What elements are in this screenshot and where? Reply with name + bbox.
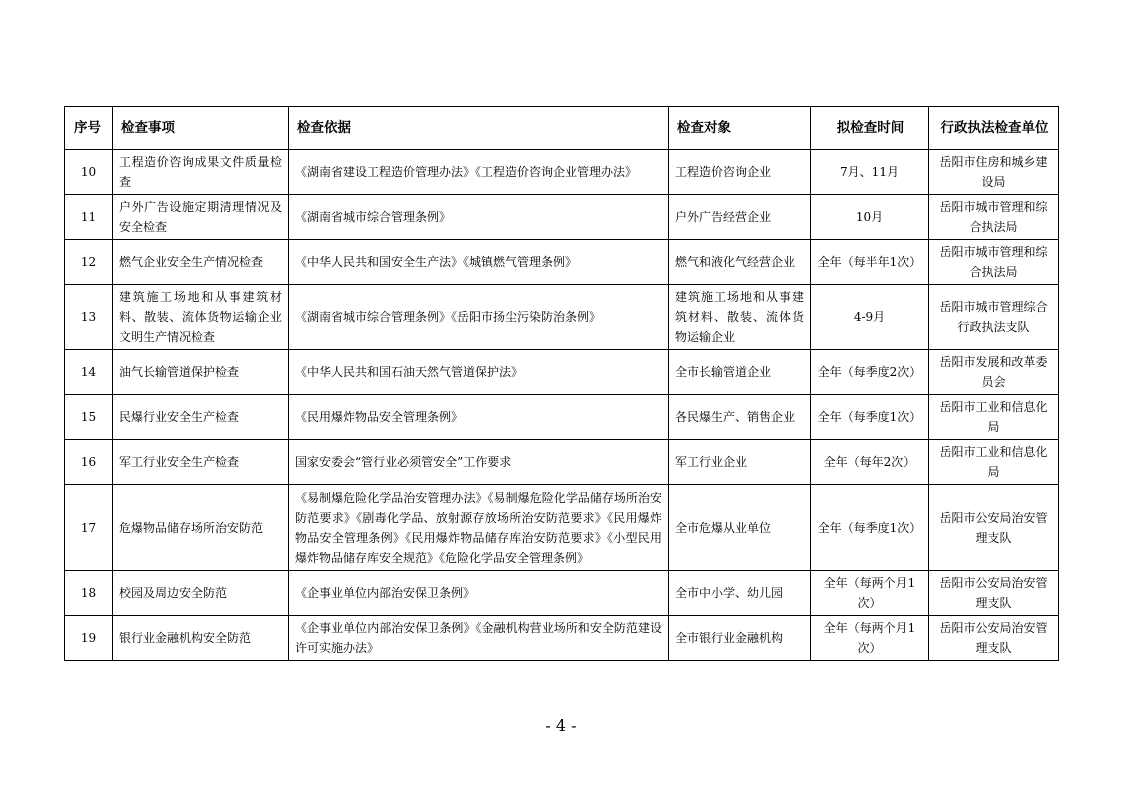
- cell-unit: 岳阳市公安局治安管理支队: [929, 485, 1059, 571]
- cell-time: 4-9月: [811, 285, 929, 350]
- cell-time: 全年（每季度2次）: [811, 350, 929, 395]
- cell-item: 工程造价咨询成果文件质量检查: [113, 150, 289, 195]
- cell-unit: 岳阳市工业和信息化局: [929, 440, 1059, 485]
- cell-item: 危爆物品储存场所治安防范: [113, 485, 289, 571]
- header-basis: 检查依据: [289, 107, 669, 150]
- cell-item: 建筑施工场地和从事建筑材料、散装、流体货物运输企业文明生产情况检查: [113, 285, 289, 350]
- table-row: [65, 240, 1059, 285]
- cell-target: 军工行业企业: [669, 440, 811, 485]
- cell-basis: 《中华人民共和国安全生产法》《城镇燃气管理条例》: [289, 240, 669, 285]
- table-row: [65, 616, 1059, 661]
- cell-item: 军工行业安全生产检查: [113, 440, 289, 485]
- cell-unit: 岳阳市发展和改革委员会: [929, 350, 1059, 395]
- cell-target: 各民爆生产、销售企业: [669, 395, 811, 440]
- cell-basis: 《民用爆炸物品安全管理条例》: [289, 395, 669, 440]
- cell-basis: 《企事业单位内部治安保卫条例》《金融机构营业场所和安全防范建设许可实施办法》: [289, 616, 669, 661]
- cell-time: 全年（每两个月1次）: [811, 616, 929, 661]
- cell-target: 户外广告经营企业: [669, 195, 811, 240]
- cell-target: 全市银行业金融机构: [669, 616, 811, 661]
- cell-basis: 《中华人民共和国石油天然气管道保护法》: [289, 350, 669, 395]
- cell-target: 工程造价咨询企业: [669, 150, 811, 195]
- cell-time: 全年（每半年1次）: [811, 240, 929, 285]
- cell-unit: 岳阳市住房和城乡建设局: [929, 150, 1059, 195]
- cell-item: 民爆行业安全生产检查: [113, 395, 289, 440]
- cell-basis: 《湖南省城市综合管理条例》《岳阳市扬尘污染防治条例》: [289, 285, 669, 350]
- table-header-row: [65, 107, 1059, 150]
- cell-time: 全年（每两个月1次）: [811, 571, 929, 616]
- table-row: [65, 485, 1059, 571]
- cell-seq: 12: [65, 240, 113, 285]
- cell-time: 全年（每季度1次）: [811, 485, 929, 571]
- table-row: [65, 395, 1059, 440]
- cell-unit: 岳阳市工业和信息化局: [929, 395, 1059, 440]
- table-row: [65, 150, 1059, 195]
- header-unit: 行政执法检查单位: [929, 107, 1059, 150]
- cell-seq: 15: [65, 395, 113, 440]
- cell-item: 校园及周边安全防范: [113, 571, 289, 616]
- table-row: [65, 350, 1059, 395]
- cell-unit: 岳阳市城市管理和综合执法局: [929, 195, 1059, 240]
- cell-seq: 17: [65, 485, 113, 571]
- cell-item: 银行业金融机构安全防范: [113, 616, 289, 661]
- cell-target: 燃气和液化气经营企业: [669, 240, 811, 285]
- cell-time: 全年（每季度1次）: [811, 395, 929, 440]
- cell-item: 户外广告设施定期清理情况及安全检查: [113, 195, 289, 240]
- cell-time: 全年（每年2次）: [811, 440, 929, 485]
- cell-target: 全市长输管道企业: [669, 350, 811, 395]
- table-row: [65, 571, 1059, 616]
- cell-basis: 《易制爆危险化学品治安管理办法》《易制爆危险化学品储存场所治安防范要求》《剧毒化学品、放射源存放场所治安防范要求》《民用爆炸物品安全管理条例》《民用爆炸物品储存库治安防范要求》《小型民用爆炸物品储存库安全规范》《危险化学品安全管理条例》: [289, 485, 669, 571]
- cell-item: 油气长输管道保护检查: [113, 350, 289, 395]
- cell-seq: 18: [65, 571, 113, 616]
- inspection-table: [64, 106, 1059, 661]
- cell-target: 全市中小学、幼儿园: [669, 571, 811, 616]
- cell-unit: 岳阳市城市管理综合行政执法支队: [929, 285, 1059, 350]
- table-row: [65, 440, 1059, 485]
- header-time: 拟检查时间: [811, 107, 929, 150]
- cell-target: 建筑施工场地和从事建筑材料、散装、流体货物运输企业: [669, 285, 811, 350]
- cell-time: 7月、11月: [811, 150, 929, 195]
- cell-target: 全市危爆从业单位: [669, 485, 811, 571]
- cell-seq: 13: [65, 285, 113, 350]
- cell-time: 10月: [811, 195, 929, 240]
- page-number: - 4 -: [545, 716, 577, 735]
- cell-basis: 《企事业单位内部治安保卫条例》: [289, 571, 669, 616]
- cell-basis: 《湖南省建设工程造价管理办法》《工程造价咨询企业管理办法》: [289, 150, 669, 195]
- cell-basis: 《湖南省城市综合管理条例》: [289, 195, 669, 240]
- header-item: 检查事项: [113, 107, 289, 150]
- table-row: [65, 285, 1059, 350]
- cell-unit: 岳阳市公安局治安管理支队: [929, 616, 1059, 661]
- cell-seq: 14: [65, 350, 113, 395]
- header-target: 检查对象: [669, 107, 811, 150]
- cell-basis: 国家安委会“管行业必须管安全”工作要求: [289, 440, 669, 485]
- cell-unit: 岳阳市公安局治安管理支队: [929, 571, 1059, 616]
- header-seq: 序号: [65, 107, 113, 150]
- cell-seq: 10: [65, 150, 113, 195]
- cell-item: 燃气企业安全生产情况检查: [113, 240, 289, 285]
- cell-seq: 16: [65, 440, 113, 485]
- table-row: [65, 195, 1059, 240]
- cell-seq: 19: [65, 616, 113, 661]
- cell-unit: 岳阳市城市管理和综合执法局: [929, 240, 1059, 285]
- cell-seq: 11: [65, 195, 113, 240]
